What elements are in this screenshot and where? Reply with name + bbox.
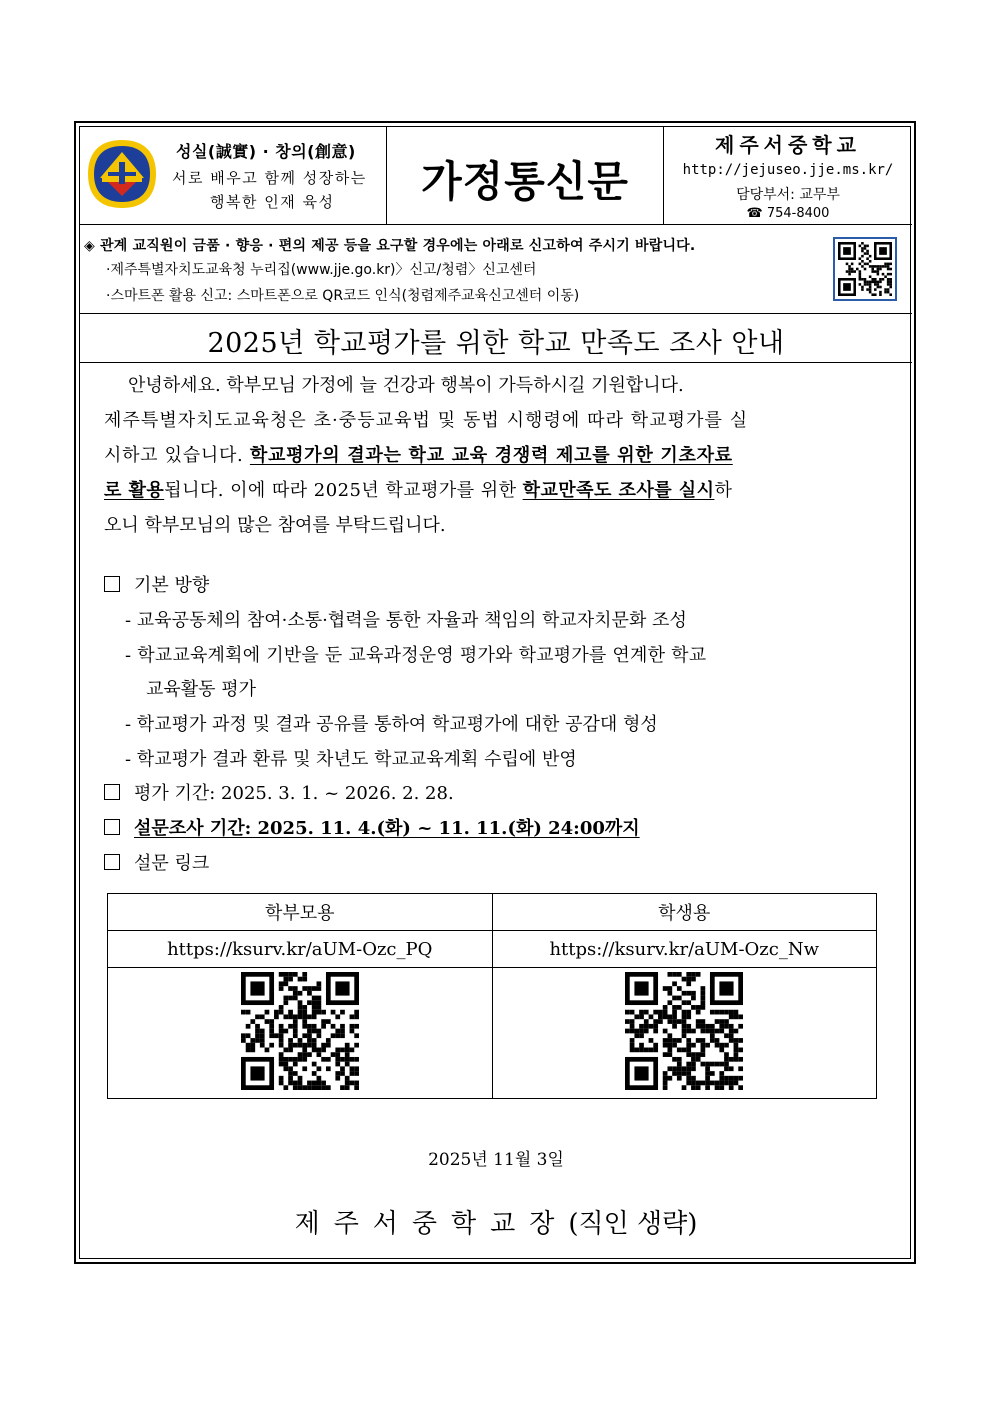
- motto-cell: [80, 127, 387, 224]
- document-title: 2025년 학교평가를 위한 학교 만족도 조사 안내: [207, 328, 785, 359]
- checkbox-icon: [104, 854, 120, 870]
- phone-number: ☎ 754-8400: [746, 206, 830, 221]
- newsletter-title: 가정통신문: [421, 157, 629, 206]
- parent-column-header: 학부모용: [108, 894, 493, 931]
- report-notice: [80, 225, 912, 314]
- intro-line4: 로 활용됩니다. 이에 따라 2025년 학교평가를 위한 학교만족도 조사를 실시하: [104, 480, 733, 501]
- notice-line1: ·제주특별자치도교육청 누리집(www.jje.go.kr)〉신고/청렴〉신고센터: [106, 262, 537, 278]
- basic-direction-heading: 기본 방향: [104, 571, 209, 597]
- department: 담당부서: 교무부: [736, 187, 840, 203]
- notice-main-text: ◈ 관계 교직원이 금품 · 향응 · 편의 제공 등을 요구할 경우에는 아래로 신고하여 주시기 바랍니다.: [84, 238, 696, 254]
- motto-line3: 행복한 인재 육성: [210, 193, 335, 211]
- student-survey-link[interactable]: https://ksurv.kr/aUM-Ozc_Nw: [492, 931, 877, 968]
- survey-link-table: [107, 893, 877, 1099]
- survey-links-heading: 설문 링크: [104, 849, 209, 875]
- basic-item-2-cont: 교육활동 평가: [146, 679, 257, 700]
- document-frame: [74, 121, 916, 1264]
- evaluation-period: 평가 기간: 2025. 3. 1. ~ 2026. 2. 28.: [104, 779, 454, 805]
- document-body: [80, 363, 912, 1258]
- report-qr-code[interactable]: [833, 237, 897, 301]
- issue-date: 2025년 11월 3일: [428, 1150, 564, 1170]
- school-url-link[interactable]: http://jejuseo.jje.ms.kr/: [682, 162, 894, 178]
- document-title-bar: [80, 314, 912, 363]
- parent-survey-link[interactable]: https://ksurv.kr/aUM-Ozc_PQ: [108, 931, 493, 968]
- highlight-survey: 학교만족도 조사를 실시: [522, 480, 715, 501]
- intro-line5: 오니 학부모님의 많은 참여를 부탁드립니다.: [104, 515, 446, 536]
- motto-line2: 서로 배우고 함께 성장하는: [172, 169, 367, 187]
- basic-item-3: - 학교평가 과정 및 결과 공유를 통하여 학교평가에 대한 공감대 형성: [125, 714, 658, 735]
- student-qr-code-icon[interactable]: [625, 972, 743, 1090]
- intro-line2: 제주특별자치도교육청은 초·중등교육법 및 동법 시행령에 따라 학교평가를 실: [104, 410, 749, 431]
- highlight-usage: 로 활용: [104, 480, 165, 501]
- notice-line2: ·스마트폰 활용 신고: 스마트폰으로 QR코드 인식(청렴제주교육신고센터 이동): [106, 288, 580, 304]
- motto-line1: 성실(誠實) · 창의(創意): [176, 142, 356, 161]
- basic-item-4: - 학교평가 결과 환류 및 차년도 학교교육계획 수립에 반영: [125, 749, 577, 770]
- header: [80, 127, 912, 225]
- survey-period: 설문조사 기간: 2025. 11. 4.(화) ~ 11. 11.(화) 24:00까지: [104, 814, 640, 840]
- school-info-cell: [664, 127, 912, 224]
- school-name: 제주서중학교: [715, 133, 861, 157]
- student-column-header: 학생용: [492, 894, 877, 931]
- student-qr-cell: [492, 968, 877, 1099]
- checkbox-icon: [104, 576, 120, 592]
- basic-item-2: - 학교교육계획에 기반을 둔 교육과정운영 평가와 학교평가를 연계한 학교: [125, 645, 707, 666]
- title-cell: [387, 127, 664, 224]
- highlight-evaluation-result: 학교평가의 결과는 학교 교육 경쟁력 제고를 위한 기초자료: [249, 445, 733, 466]
- basic-item-1: - 교육공동체의 참여·소통·협력을 통한 자율과 책임의 학교자치문화 조성: [125, 610, 687, 631]
- intro-line1: 안녕하세요. 학부모님 가정에 늘 건강과 행복이 가득하시길 기원합니다.: [128, 375, 684, 396]
- intro-line3: 시하고 있습니다. 학교평가의 결과는 학교 교육 경쟁력 제고를 위한 기초자료: [104, 445, 733, 466]
- parent-qr-code-icon[interactable]: [241, 972, 359, 1090]
- checkbox-icon: [104, 784, 120, 800]
- parent-qr-cell: [108, 968, 493, 1099]
- checkbox-icon: [104, 819, 120, 835]
- school-logo-icon: [86, 138, 158, 210]
- principal-signature: 제주서중학교장(직인 생략): [294, 1209, 698, 1239]
- qr-code-icon: [838, 242, 892, 296]
